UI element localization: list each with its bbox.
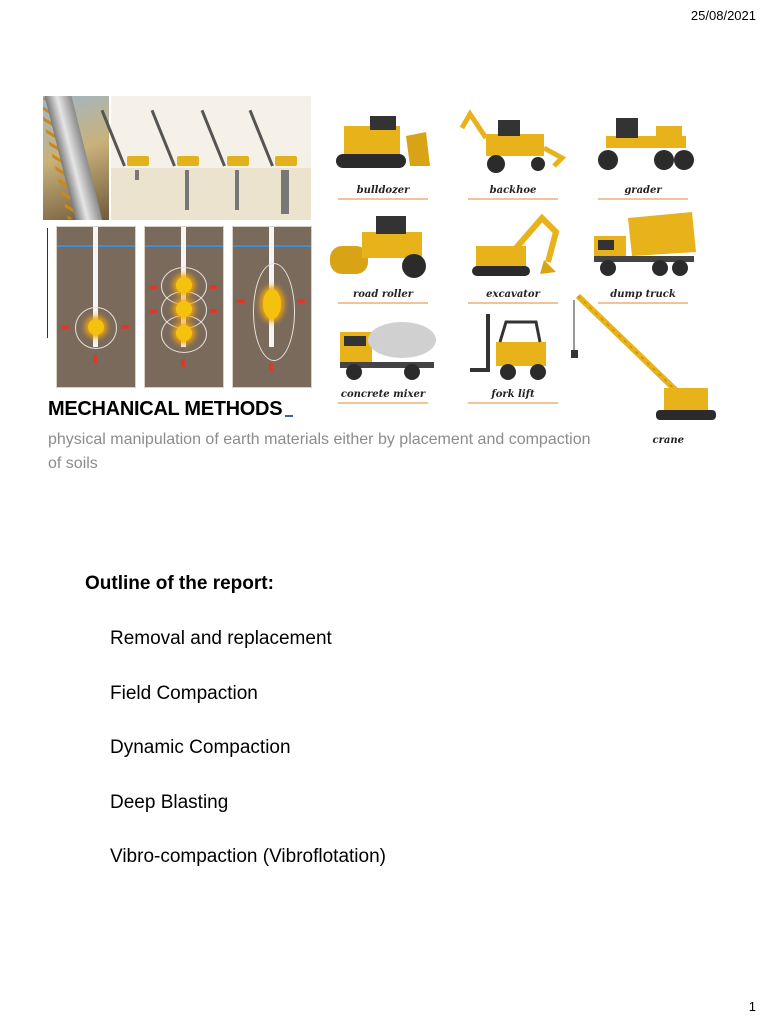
equipment-bulldozer: [318, 104, 448, 202]
page-number: 1: [748, 999, 756, 1014]
concrete-mixer-label: concrete mixer: [340, 389, 426, 400]
blast-stage-3: [232, 226, 312, 388]
compaction-montage: [43, 96, 311, 389]
equipment-fork-lift: [448, 308, 578, 406]
outline-item: Field Compaction: [110, 683, 258, 704]
outline-item: Deep Blasting: [110, 792, 229, 813]
blast-stage-1: [56, 226, 136, 388]
bulldozer-label: bulldozer: [356, 185, 410, 196]
excavator-label: excavator: [486, 289, 540, 300]
construction-equipment-grid: [318, 104, 728, 448]
crane-label: crane: [652, 435, 684, 446]
blast-stage-2: [144, 226, 224, 388]
equipment-grader: [578, 104, 708, 202]
outline-item: Removal and replacement: [110, 628, 332, 649]
equipment-crane: [568, 292, 724, 448]
dump-truck-icon: [586, 212, 700, 284]
bulldozer-icon: [326, 108, 440, 180]
slide-date: 25/08/2021: [690, 8, 756, 23]
dump-truck-label: dump truck: [610, 289, 676, 300]
slide-subtitle: physical manipulation of earth materials either by placement and compaction of soils: [48, 431, 591, 472]
backhoe-icon: [456, 108, 570, 180]
vibroflot-photo: [43, 96, 109, 220]
equipment-road-roller: [318, 208, 448, 306]
concrete-mixer-icon: [326, 312, 440, 384]
backhoe-label: backhoe: [489, 185, 537, 196]
road-roller-icon: [326, 212, 440, 284]
crane-sequence-illustration: [111, 96, 311, 220]
equipment-concrete-mixer: [318, 308, 448, 406]
depth-dimension-line: [47, 228, 48, 338]
fork-lift-icon: [456, 312, 570, 384]
outline-item: Vibro-compaction (Vibroflotation): [110, 846, 386, 867]
slide-title: MECHANICAL METHODS: [48, 398, 293, 421]
excavator-icon: [456, 212, 570, 284]
outline-item: Dynamic Compaction: [110, 737, 291, 758]
grader-icon: [586, 108, 700, 180]
grader-label: grader: [624, 185, 662, 196]
equipment-excavator: [448, 208, 578, 306]
equipment-backhoe: [448, 104, 578, 202]
outline-heading: Outline of the report:: [85, 573, 274, 594]
crane-icon: [568, 292, 724, 432]
road-roller-label: road roller: [352, 289, 414, 300]
fork-lift-label: fork lift: [491, 389, 535, 400]
